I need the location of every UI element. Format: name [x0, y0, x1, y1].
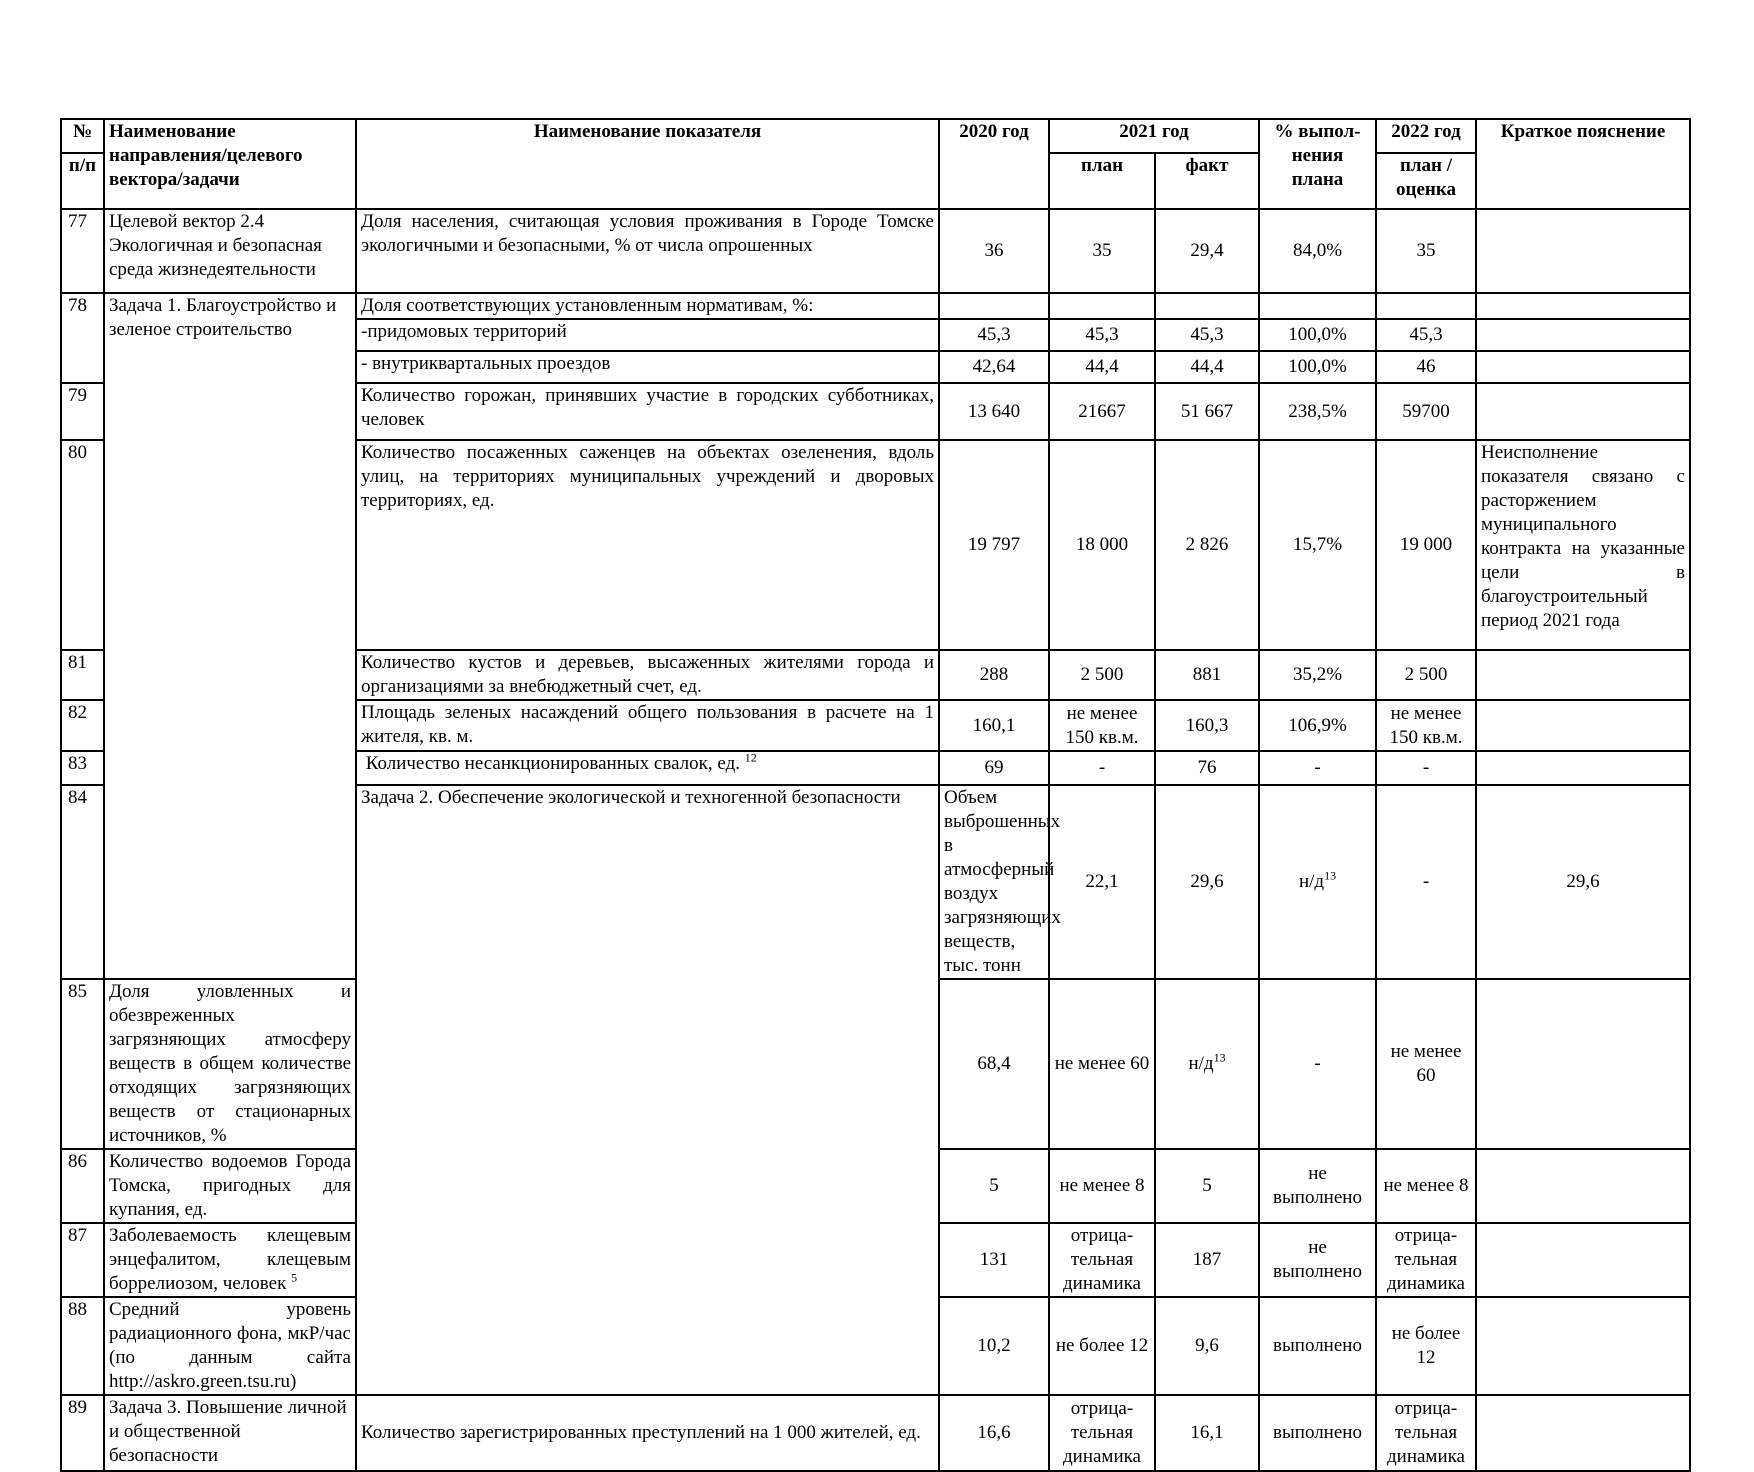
row-percent: - [1259, 751, 1376, 785]
row-fact-2021: 29,4 [1155, 209, 1259, 293]
header-indicator: Наименование показателя [356, 119, 939, 209]
row-fact-2021: 881 [1155, 650, 1259, 700]
row-plan-2021: 18 000 [1049, 440, 1155, 650]
row-indicator: Количество горожан, принявших участие в городских субботниках, человек [356, 383, 939, 440]
row-fact-2021 [1259, 785, 1376, 979]
row-indicator: Средний уровень радиационного фона, мкР/час (по данным сайта http://askro.green.tsu.ru) [104, 1297, 356, 1395]
fact-text: н/д [1188, 1053, 1214, 1074]
header-2020: 2020 год [939, 119, 1049, 209]
row-2020: 288 [939, 650, 1049, 700]
row-note [1476, 650, 1690, 700]
row-2022: не более 12 [1376, 1297, 1476, 1395]
row-fact-2021 [1155, 979, 1259, 1149]
row-indicator: Доля соответствующих установленным нормативам, %: [356, 293, 939, 319]
row-plan-2021: отрица-тельная динамика [1049, 1223, 1155, 1297]
row-fact-2021: 76 [1155, 751, 1259, 785]
row-plan-2021: 35 [1049, 209, 1155, 293]
row-plan-2021: не менее 150 кв.м. [1049, 700, 1155, 751]
row-2020: 13 640 [939, 383, 1049, 440]
row-percent: 15,7% [1259, 440, 1376, 650]
row-2020: 36 [939, 209, 1049, 293]
row-num: 77 [61, 209, 104, 293]
row-2020: 69 [939, 751, 1049, 785]
row-percent: выполнено [1259, 1297, 1376, 1395]
row-percent: 35,2% [1259, 650, 1376, 700]
row-2020 [939, 293, 1049, 319]
row-indicator: Площадь зеленых насаждений общего пользования в расчете на 1 жителя, кв. м. [356, 700, 939, 751]
row-num: 89 [61, 1395, 104, 1471]
row-2022: не менее 60 [1376, 979, 1476, 1149]
header-note: Краткое пояснение [1476, 119, 1690, 209]
indicator-text: Количество несанкционированных свалок, ед. [365, 753, 740, 774]
row-num: 86 [61, 1149, 104, 1223]
row-fact-2021: 5 [1155, 1149, 1259, 1223]
row-indicator: Количество кустов и деревьев, высаженных жителями города и организациями за внебюджетный счет, ед. [356, 650, 939, 700]
row-2020: 131 [939, 1223, 1049, 1297]
row-plan-2021 [1049, 293, 1155, 319]
row-num: 79 [61, 383, 104, 440]
row-indicator: Количество посаженных саженцев на объектах озеленения, вдоль улиц, на территориях муниципальных учреждений и дворовых территориях, ед. [356, 440, 939, 650]
header-plan: план [1049, 153, 1155, 209]
row-num: 80 [61, 440, 104, 650]
header-2021: 2021 год [1049, 119, 1259, 153]
indicator-text: Заболеваемость клещевым энцефалитом, клещевым боррелиозом, человек [109, 1225, 351, 1294]
row-2020: 68,4 [939, 979, 1049, 1149]
row-2020: 10,2 [939, 1297, 1049, 1395]
row-2022: 59700 [1376, 383, 1476, 440]
row-fact-2021: 45,3 [1155, 319, 1259, 351]
row-2020: 42,64 [939, 351, 1049, 383]
table-row [61, 1395, 1690, 1471]
row-num: 84 [61, 785, 104, 979]
row-fact-2021: 44,4 [1155, 351, 1259, 383]
row-indicator [356, 751, 939, 785]
row-num: 83 [61, 751, 104, 785]
row-2022: 35 [1376, 209, 1476, 293]
row-indicator: -придомовых территорий [356, 319, 939, 351]
row-fact-2021: 16,1 [1155, 1395, 1259, 1471]
row-note [1476, 700, 1690, 751]
row-2020: 160,1 [939, 700, 1049, 751]
table-row [61, 293, 1690, 319]
header-num-top: № [61, 119, 104, 153]
row-2020: 22,1 [1049, 785, 1155, 979]
row-note [1476, 351, 1690, 383]
row-indicator: Количество зарегистрированных преступлений на 1 000 жителей, ед. [356, 1395, 939, 1471]
row-note [1476, 751, 1690, 785]
row-2020: 5 [939, 1149, 1049, 1223]
row-num: 78 [61, 293, 104, 383]
indicators-table [60, 118, 1691, 1472]
fact-text: н/д [1298, 871, 1325, 892]
footnote-ref: 5 [291, 1270, 298, 1285]
row-2022: не менее 8 [1376, 1149, 1476, 1223]
row-note [1476, 293, 1690, 319]
row-indicator [104, 1223, 356, 1297]
row-num: 85 [61, 979, 104, 1149]
row-plan-2021: не более 12 [1049, 1297, 1155, 1395]
row-fact-2021: 160,3 [1155, 700, 1259, 751]
row-2020: 45,3 [939, 319, 1049, 351]
row-direction: Целевой вектор 2.4 Экологичная и безопасная среда жизнедеятельности [104, 209, 356, 293]
row-percent: выполнено [1259, 1395, 1376, 1471]
row-plan-2021: 45,3 [1049, 319, 1155, 351]
row-2022 [1376, 293, 1476, 319]
row-percent: 100,0% [1259, 351, 1376, 383]
row-plan-2021: 21667 [1049, 383, 1155, 440]
footnote-ref: 12 [744, 750, 757, 765]
header-2022: 2022 год [1376, 119, 1476, 153]
row-note [1476, 383, 1690, 440]
header-direction: Наименование направления/целевого вектора/задачи [104, 119, 356, 209]
row-plan-2021: 44,4 [1049, 351, 1155, 383]
row-percent [1259, 293, 1376, 319]
row-2022: отрица-тельная динамика [1376, 1223, 1476, 1297]
row-num: 82 [61, 700, 104, 751]
row-note [1476, 979, 1690, 1149]
row-note [1476, 1223, 1690, 1297]
row-note: Неисполнение показателя связано с расторжением муниципального контракта на указанные цели в благоустроительный период 2021 года [1476, 440, 1690, 650]
row-2022: отрица-тельная динамика [1376, 1395, 1476, 1471]
row-indicator: - внутриквартальных проездов [356, 351, 939, 383]
row-plan-2021: отрица-тельная динамика [1049, 1395, 1155, 1471]
row-percent: - [1259, 979, 1376, 1149]
row-note [1476, 1149, 1690, 1223]
header-fact: факт [1155, 153, 1259, 209]
row-percent: 84,0% [1259, 209, 1376, 293]
row-plan-2021: не менее 8 [1049, 1149, 1155, 1223]
row-plan-2021: не менее 60 [1049, 979, 1155, 1149]
row-fact-2021: 187 [1155, 1223, 1259, 1297]
row-2022: - [1376, 751, 1476, 785]
row-fact-2021: 51 667 [1155, 383, 1259, 440]
row-direction: Задача 3. Повышение личной и общественной безопасности [104, 1395, 356, 1471]
header-plan-estimate: план / оценка [1376, 153, 1476, 209]
row-indicator: Объем выброшенных в атмосферный воздух загрязняющих веществ, тыс. тонн [939, 785, 1049, 979]
row-direction: Задача 1. Благоустройство и зеленое строительство [104, 293, 356, 979]
row-2022: 45,3 [1376, 319, 1476, 351]
header-num-bottom: п/п [61, 153, 104, 209]
row-percent: не выполнено [1259, 1223, 1376, 1297]
row-2020: 19 797 [939, 440, 1049, 650]
row-percent: - [1376, 785, 1476, 979]
row-2022: 2 500 [1376, 650, 1476, 700]
row-note [1476, 1395, 1690, 1471]
row-note [1476, 1297, 1690, 1395]
row-percent: не выполнено [1259, 1149, 1376, 1223]
footnote-ref: 13 [1324, 868, 1337, 883]
row-note [1476, 209, 1690, 293]
header-row-1 [61, 119, 1690, 153]
row-indicator: Доля населения, считающая условия проживания в Городе Томске экологичными и безопасными, % от числа опрошенных [356, 209, 939, 293]
row-percent: 100,0% [1259, 319, 1376, 351]
row-percent: 238,5% [1259, 383, 1376, 440]
table-row [61, 209, 1690, 293]
row-fact-2021 [1155, 293, 1259, 319]
row-num: 88 [61, 1297, 104, 1395]
row-plan-2021: 29,6 [1155, 785, 1259, 979]
row-2022: 29,6 [1476, 785, 1690, 979]
row-2022: 19 000 [1376, 440, 1476, 650]
footnote-ref: 13 [1213, 1050, 1226, 1065]
row-num: 81 [61, 650, 104, 700]
row-percent: 106,9% [1259, 700, 1376, 751]
row-note [1476, 319, 1690, 351]
row-fact-2021: 2 826 [1155, 440, 1259, 650]
row-2022: 46 [1376, 351, 1476, 383]
row-plan-2021: - [1049, 751, 1155, 785]
row-2022: не менее 150 кв.м. [1376, 700, 1476, 751]
row-indicator: Количество водоемов Города Томска, пригодных для купания, ед. [104, 1149, 356, 1223]
row-fact-2021: 9,6 [1155, 1297, 1259, 1395]
row-num: 87 [61, 1223, 104, 1297]
row-2020: 16,6 [939, 1395, 1049, 1471]
row-plan-2021: 2 500 [1049, 650, 1155, 700]
row-indicator: Доля уловленных и обезвреженных загрязняющих атмосферу веществ в общем количестве отходящих загрязняющих веществ от стационарных источников, % [104, 979, 356, 1149]
row-direction: Задача 2. Обеспечение экологической и техногенной безопасности [356, 785, 939, 1395]
header-percent: % выпол-нения плана [1259, 119, 1376, 209]
